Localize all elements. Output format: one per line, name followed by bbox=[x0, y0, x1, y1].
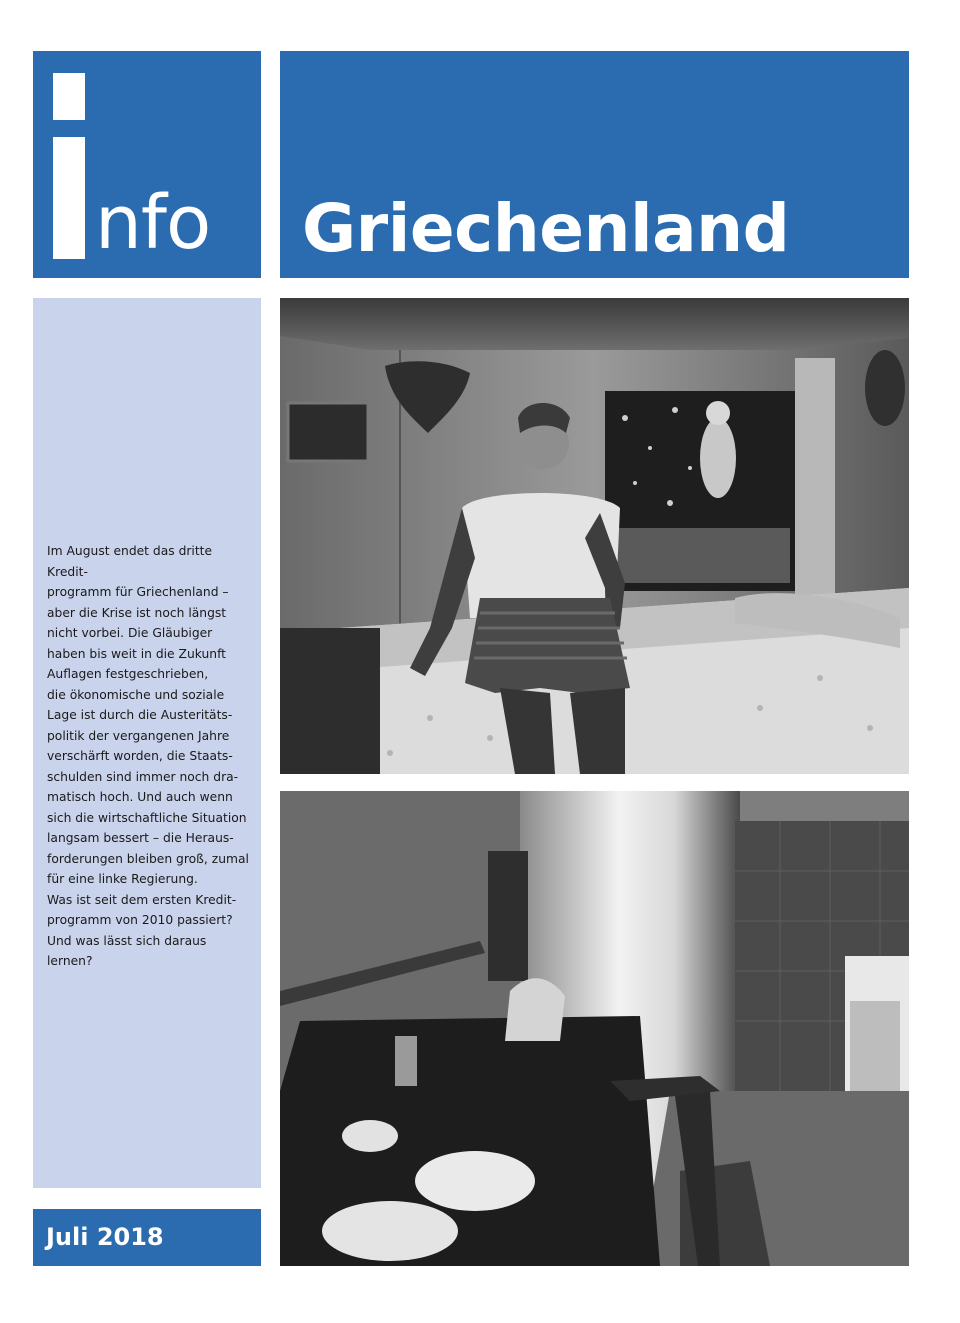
issue-date: Juli 2018 bbox=[46, 1223, 164, 1251]
info-i-dot-icon bbox=[53, 73, 85, 120]
kitchen-photo-icon bbox=[280, 791, 909, 1266]
intro-paragraph: Im August endet das dritte Kredit- programm für Griechenland – aber die Krise ist noch längst nicht vorbei. Die Gläubiger haben bis weit in die Zukunft Auflagen festgeschrieben, die ökonomische und soziale Lage ist durch die Austeritäts- politik der vergangenen Jahre verschärft worden, die Staats- schulden sind immer noch dra- matisch hoch. Und auch wenn sich die wirtschaftliche Situation langsam bessert – die Heraus- forderungen bleiben groß, zumal für eine linke Regierung. Was ist seit dem ersten Kredit- programm von 2010 passiert? Und was lässt sich daraus lernen? bbox=[47, 544, 249, 968]
title-banner bbox=[280, 51, 909, 278]
date-banner bbox=[33, 1209, 261, 1266]
info-logo bbox=[33, 51, 261, 278]
bedroom-photo bbox=[280, 298, 909, 774]
kitchen-photo bbox=[280, 791, 909, 1266]
bedroom-photo-icon bbox=[280, 298, 909, 774]
info-i-stem-icon bbox=[53, 137, 85, 259]
page-title: Griechenland bbox=[302, 190, 790, 267]
logo-text: nfo bbox=[95, 180, 211, 266]
sidebar-panel bbox=[33, 298, 261, 1188]
